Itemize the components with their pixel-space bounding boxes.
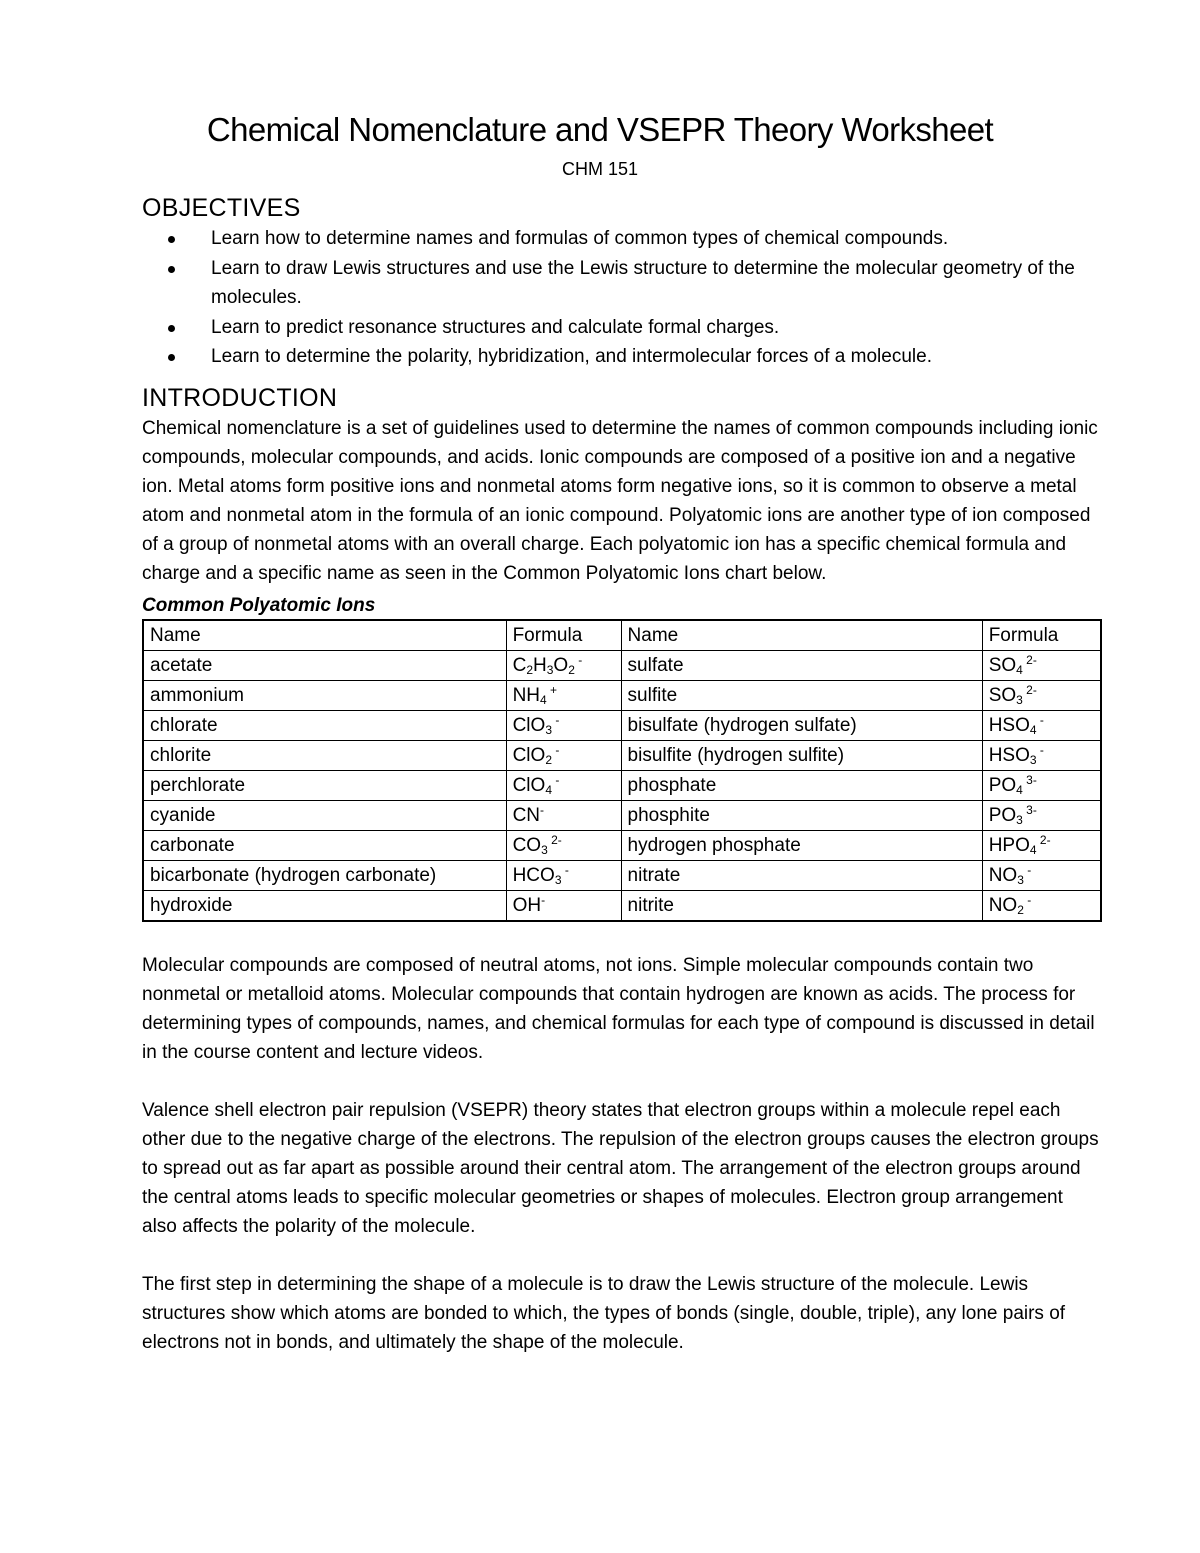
formula-sup: 3- xyxy=(1022,772,1037,787)
formula-text: ClO xyxy=(512,744,546,766)
formula-text: HSO xyxy=(988,714,1030,736)
ion-formula xyxy=(506,650,621,680)
header-formula: Formula xyxy=(506,620,621,651)
formula-sup: 2- xyxy=(1036,832,1051,847)
objective-item: Learn to predict resonance structures and calculate formal charges. xyxy=(142,313,1102,343)
formula-sub: 3 xyxy=(1016,692,1023,707)
formula-sub: 2 xyxy=(1017,902,1024,917)
ion-name: phosphate xyxy=(621,770,982,800)
formula-sub: 4 xyxy=(1029,842,1037,857)
formula-sup: - xyxy=(1036,712,1044,727)
ion-formula xyxy=(982,710,1101,740)
table-row xyxy=(143,830,1101,860)
objective-item: Learn to draw Lewis structures and use the Lewis structure to determine the molecular geometry of the molecules. xyxy=(142,254,1102,313)
ion-formula xyxy=(506,680,621,710)
header-name: Name xyxy=(621,620,982,651)
formula-sub: 2 xyxy=(545,752,552,767)
formula-text: HPO xyxy=(988,834,1030,856)
ion-formula xyxy=(982,740,1101,770)
ion-formula xyxy=(506,860,621,890)
formula-sup: 3- xyxy=(1022,802,1037,817)
table-header-row xyxy=(143,620,1101,651)
objectives-list xyxy=(142,224,1102,372)
formula-text: NH xyxy=(512,684,541,706)
formula-sup: - xyxy=(1023,892,1032,907)
formula-text: H xyxy=(533,654,547,676)
ion-formula xyxy=(506,800,621,830)
formula-text: PO xyxy=(988,804,1017,826)
formula-sup: - xyxy=(552,712,560,727)
formula-sup: - xyxy=(574,652,583,667)
formula-sub: 3 xyxy=(1029,752,1037,767)
formula-sub: 3 xyxy=(1016,812,1023,827)
ion-name: acetate xyxy=(143,650,506,680)
table-row xyxy=(143,800,1101,830)
ion-name: sulfite xyxy=(621,680,982,710)
ion-name: phosphite xyxy=(621,800,982,830)
ion-formula xyxy=(506,710,621,740)
table-row xyxy=(143,710,1101,740)
ion-name: hydroxide xyxy=(143,890,506,921)
formula-text: NO xyxy=(988,894,1018,916)
formula-sub: 4 xyxy=(1029,722,1037,737)
ion-name: chlorate xyxy=(143,710,506,740)
formula-text: HSO xyxy=(988,744,1030,766)
formula-sup: 2- xyxy=(1022,682,1037,697)
table-row xyxy=(143,770,1101,800)
formula-text: CN xyxy=(512,804,541,826)
formula-text: ClO xyxy=(512,714,546,736)
ion-name: carbonate xyxy=(143,830,506,860)
formula-text: NO xyxy=(988,864,1018,886)
table-row xyxy=(143,650,1101,680)
ion-name: sulfate xyxy=(621,650,982,680)
table-caption: Common Polyatomic Ions xyxy=(142,594,376,616)
formula-sub: 3 xyxy=(554,872,562,887)
ion-name: perchlorate xyxy=(143,770,506,800)
intro-paragraph-4: The first step in determining the shape of a molecule is to draw the Lewis structure of the molecule. Lewis structures show which atoms are bonded to which, the types of bonds (single, double, triple), any lone pairs of electrons not in bonds, and ultimately the shape of the molecule. xyxy=(142,1273,1066,1353)
formula-text: SO xyxy=(988,654,1017,676)
formula-sub: 3 xyxy=(1017,872,1024,887)
formula-text: HCO xyxy=(512,864,555,886)
ion-name: nitrate xyxy=(621,860,982,890)
formula-sup: - xyxy=(552,772,560,787)
formula-sub: 4 xyxy=(545,782,552,797)
formula-sup: - xyxy=(561,862,569,877)
formula-text: OH xyxy=(512,894,542,916)
formula-sup: - xyxy=(541,892,546,907)
ion-name: nitrite xyxy=(621,890,982,921)
ion-formula xyxy=(982,800,1101,830)
ion-formula xyxy=(506,740,621,770)
header-name: Name xyxy=(143,620,506,651)
formula-sub: 3 xyxy=(546,662,554,677)
course-code: CHM 151 xyxy=(561,159,639,179)
ion-name: chlorite xyxy=(143,740,506,770)
formula-sup: + xyxy=(546,682,558,697)
introduction-heading: INTRODUCTION xyxy=(142,383,338,412)
ion-name: bisulfite (hydrogen sulfite) xyxy=(621,740,982,770)
objective-item: Learn to determine the polarity, hybridization, and intermolecular forces of a molecule. xyxy=(142,342,1102,372)
ion-name: ammonium xyxy=(143,680,506,710)
formula-sup: - xyxy=(540,802,545,817)
formula-sub: 4 xyxy=(1016,662,1023,677)
formula-sup: - xyxy=(552,742,560,757)
ion-formula xyxy=(506,890,621,921)
intro-paragraph-1: Chemical nomenclature is a set of guidelines used to determine the names of common compounds including ionic compounds, molecular compounds, and acids. Ionic compounds are composed of a positive ion and a negative ion. Metal atoms form positive ions and nonmetal atoms form negative ions, so it is common to observe a metal atom and nonmetal atom in the formula of an ionic compound. Polyatomic ions are another type of ion composed of a group of nonmetal atoms with an overall charge. Each polyatomic ion has a specific chemical formula and charge and a specific name as seen in the Common Polyatomic Ions chart below. xyxy=(142,417,1098,584)
formula-text: CO xyxy=(512,834,542,856)
ion-formula xyxy=(982,890,1101,921)
ion-formula xyxy=(506,770,621,800)
page-title: Chemical Nomenclature and VSEPR Theory Worksheet xyxy=(206,111,994,148)
polyatomic-ions-table xyxy=(142,619,1102,922)
ion-name: hydrogen phosphate xyxy=(621,830,982,860)
objectives-heading: OBJECTIVES xyxy=(142,194,301,222)
ion-formula xyxy=(506,830,621,860)
formula-text: PO xyxy=(988,774,1017,796)
table-row xyxy=(143,680,1101,710)
formula-text: C xyxy=(512,654,527,676)
ion-formula xyxy=(982,830,1101,860)
ion-name: bicarbonate (hydrogen carbonate) xyxy=(143,860,506,890)
intro-paragraph-2: Molecular compounds are composed of neutral atoms, not ions. Simple molecular compounds contain two nonmetal or metalloid atoms. Molecular compounds that contain hydrogen are known as acids. The process for determining types of compounds, names, and chemical formulas for each type of compound is discussed in detail in the course content and lecture videos. xyxy=(142,954,1095,1063)
ion-formula xyxy=(982,770,1101,800)
formula-sup: 2- xyxy=(1022,652,1037,667)
formula-sup: - xyxy=(1023,862,1032,877)
formula-sub: 3 xyxy=(545,722,552,737)
formula-sub: 4 xyxy=(1016,782,1023,797)
table-row xyxy=(143,740,1101,770)
formula-text: SO xyxy=(988,684,1017,706)
objective-item: Learn how to determine names and formulas of common types of chemical compounds. xyxy=(142,224,1102,254)
formula-sup: - xyxy=(1036,742,1044,757)
formula-sub: 2 xyxy=(526,662,533,677)
ion-formula xyxy=(982,680,1101,710)
ion-name: cyanide xyxy=(143,800,506,830)
formula-sub: 3 xyxy=(541,842,548,857)
formula-sub: 4 xyxy=(540,692,547,707)
formula-sub: 2 xyxy=(568,662,575,677)
ion-name: bisulfate (hydrogen sulfate) xyxy=(621,710,982,740)
header-formula: Formula xyxy=(982,620,1101,651)
intro-paragraph-3: Valence shell electron pair repulsion (VSEPR) theory states that electron groups within a molecule repel each other due to the negative charge of the electrons. The repulsion of the electron groups causes the electron groups to spread out as far apart as possible around their central atom. The arrangement of the electron groups around the central atoms leads to specific molecular geometries or shapes of molecules. Electron group arrangement also affects the polarity of the molecule. xyxy=(142,1099,1099,1237)
formula-sup: 2- xyxy=(547,832,562,847)
ion-formula xyxy=(982,650,1101,680)
table-row xyxy=(143,860,1101,890)
formula-text: O xyxy=(553,654,569,676)
table-row xyxy=(143,890,1101,921)
formula-text: ClO xyxy=(512,774,546,796)
ion-formula xyxy=(982,860,1101,890)
